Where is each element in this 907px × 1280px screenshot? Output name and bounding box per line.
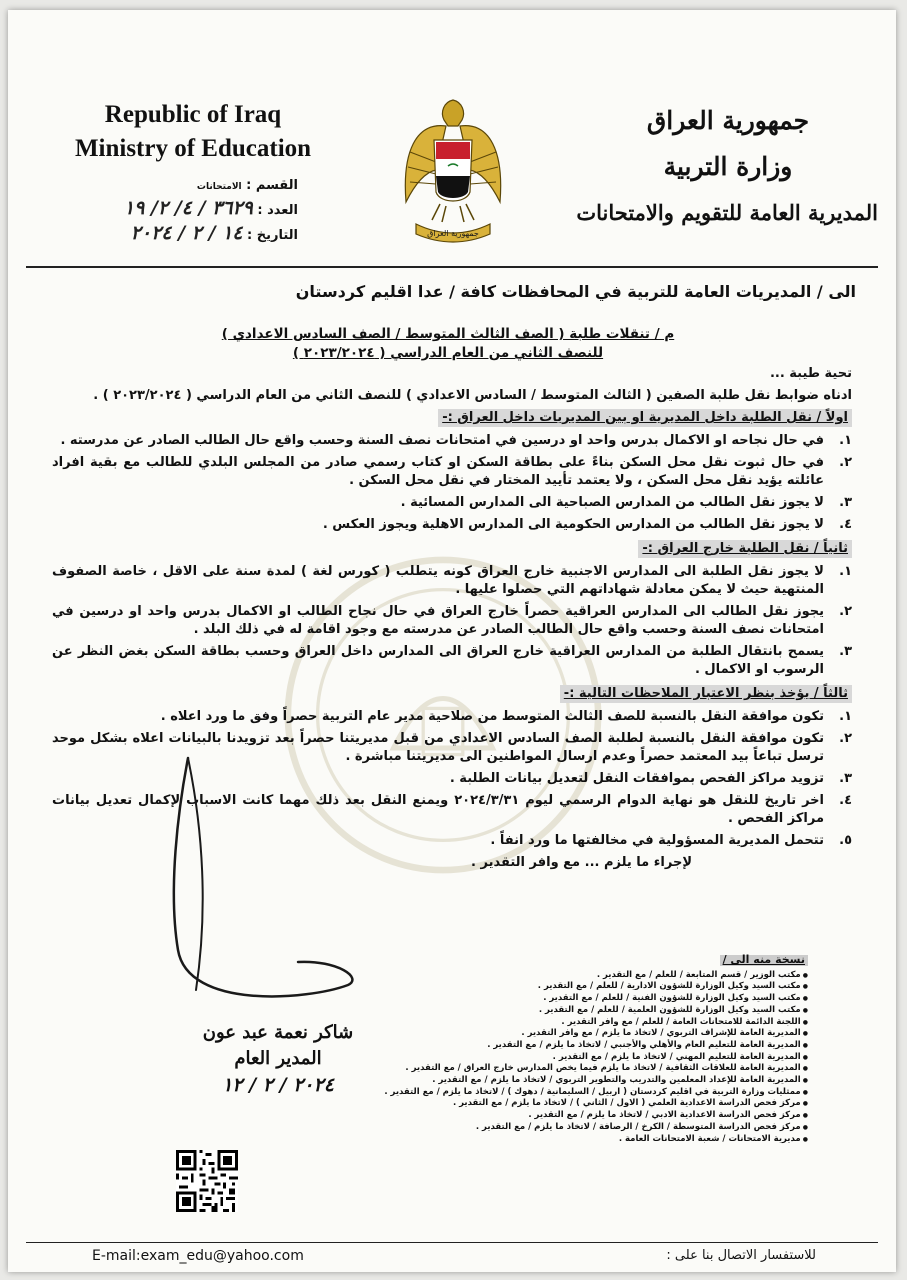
reference-block bbox=[98, 175, 298, 247]
ar-country: جمهورية العراق bbox=[646, 106, 810, 135]
date-label: التاريخ : bbox=[247, 228, 298, 243]
emblem-caption: جمهورية العراق bbox=[427, 229, 479, 238]
item-number: ٤. bbox=[839, 517, 852, 532]
section-2 bbox=[52, 538, 852, 679]
header-divider bbox=[26, 266, 878, 268]
copy-recipient: ● مركز فحص الدراسة المتوسطة / الكرخ / الرصافة / لاتخاذ ما يلزم / مع التقدير . bbox=[288, 1122, 808, 1134]
copy-recipient: ● ممثليات وزارة التربية في اقليم كردستان ( اربيل / السليمانية / دهوك ) / لاتخاذ ما يلزم / مع التقدير . bbox=[288, 1087, 808, 1099]
iraq-eagle-emblem-icon bbox=[396, 92, 511, 252]
copy-recipient: ● المديرية العامة للعلاقات الثقافية / لاتخاذ ما يلزم فيما يخص المدارس خارج العراق / مع التقدير . bbox=[288, 1063, 808, 1075]
copy-recipient: ● مديرية الامتحانات / شعبة الامتحانات العامة . bbox=[288, 1134, 808, 1146]
item-text: في حال ثبوت نقل محل السكن بناءً على بطاقة السكن او كتاب رسمي صادر من المجلس البلدي للطالب مع بقية افراد عائلته يؤيد نقل محل السكن ، ولا يعتمد تأييد المختار في نقل محل السكن . bbox=[52, 455, 824, 488]
copy-recipient: ● المديرية العامة للتعليم العام والأهلي والأجنبي / لاتخاذ ما يلزم / مع التقدير . bbox=[288, 1040, 808, 1052]
footer-email: E-mail:exam_edu@yahoo.com bbox=[92, 1248, 304, 1264]
english-letterhead bbox=[68, 98, 318, 166]
section-1 bbox=[52, 407, 852, 534]
ar-directorate: المديرية العامة للتقويم والامتحانات bbox=[576, 200, 878, 225]
arabic-letterhead bbox=[578, 98, 878, 236]
item-number: ٥. bbox=[839, 833, 852, 848]
qr-code-icon bbox=[176, 1150, 238, 1212]
item-number: ٣. bbox=[839, 495, 852, 510]
number-value: ٣٦٢٩ / ٤/ ٢/ ١٩ bbox=[123, 197, 253, 219]
section-title: ثانياً / نقل الطلبة خارج العراق :- bbox=[638, 540, 852, 558]
ar-ministry: وزارة التربية bbox=[663, 152, 793, 181]
section-title: ثالثاً / يؤخذ بنظر الاعتبار الملاحظات التالية :- bbox=[560, 685, 852, 703]
section-title: اولاً / نقل الطلبة داخل المديرية او بين المديريات داخل العراق :- bbox=[438, 409, 852, 427]
item-number: ١. bbox=[839, 433, 852, 448]
en-ministry: Ministry of Education bbox=[74, 135, 312, 162]
item-number: ٢. bbox=[839, 731, 852, 746]
copy-recipient: ● المديرية العامة للإعداد المعلمين والتدريب والتطوير التربوي / لاتخاذ ما يلزم / مع التقدير . bbox=[288, 1075, 808, 1087]
item-number: ٣. bbox=[839, 771, 852, 786]
item-text: تتحمل المديرية المسؤولية في مخالفتها ما ورد انفاً . bbox=[490, 833, 824, 848]
greeting: تحية طيبة ... bbox=[769, 366, 852, 381]
closing-line: لإجراء ما يلزم ... مع وافر التقدير . bbox=[471, 855, 692, 870]
item-number: ٢. bbox=[839, 604, 852, 619]
copy-recipient: ● مكتب السيد وكيل الوزارة للشؤون العلمية / للعلم / مع التقدير . bbox=[288, 1005, 808, 1017]
list-item bbox=[52, 454, 852, 490]
signature-date: ٢٠٢٤ / ٢ / ١٢ bbox=[222, 1074, 334, 1096]
list-item bbox=[52, 563, 852, 599]
list-item bbox=[52, 494, 852, 512]
number-label: العدد : bbox=[257, 203, 298, 218]
list-item bbox=[52, 708, 852, 726]
item-text: تكون موافقة النقل بالنسبة للصف الثالث المتوسط من صلاحية مدير عام التربية حصراً وفق ما ورد اعلاه . bbox=[160, 709, 824, 724]
copy-recipient: ● المديرية العامة للتعليم المهني / لاتخاذ ما يلزم / مع التقدير . bbox=[288, 1052, 808, 1064]
intro-paragraph: ادناه ضوابط نقل طلبة الصفين ( الثالث المتوسط / السادس الاعدادي ) للنصف الثاني من العام الدراسي ( ٢٠٢٣/٢٠٢٤ ) . bbox=[93, 388, 852, 403]
signatory-name: شاكر نعمة عبد عون bbox=[202, 1022, 354, 1043]
item-number: ١. bbox=[839, 564, 852, 579]
dept-value: الامتحانات bbox=[196, 182, 242, 192]
subject-block bbox=[188, 325, 708, 363]
copy-recipient: ● اللجنة الدائمة للامتحانات العامة / للعلم / مع وافر التقدير . bbox=[288, 1017, 808, 1029]
item-text: تكون موافقة النقل بالنسبة لطلبة الصف السادس الاعدادي من قبل مديريتنا حصراً بعد تزويدنا بالبيانات اعلاه بشكل موحد ترسل تباعاً بيد المعتمد حصراً وعدم ارسال المواطنين الى مديريتنا مباشرة . bbox=[52, 731, 824, 764]
item-text: اخر تاريخ للنقل هو نهاية الدوام الرسمي ليوم ٢٠٢٤/٣/٣١ ويمنع النقل بعد ذلك مهما كانت الاسباب لإكمال تعديل بيانات مراكز الفحص . bbox=[52, 793, 825, 826]
item-text: لا يجوز نقل الطلبة الى المدارس الاجنبية خارج العراق كونه يتطلب ( كورس لغة ) لمدة سنة على الاقل ، خاصة الصفوف المنتهية حيث لا يمكن معادلة شهاداتهم التي حصلوا عليها . bbox=[52, 564, 824, 597]
copy-recipient: ● مكتب السيد وكيل الوزارة للشؤون الادارية / للعلم / مع التقدير . bbox=[288, 981, 808, 993]
subject-line-2: للنصف الثاني من العام الدراسي ( ٢٠٢٣/٢٠٢٤ ) bbox=[292, 345, 604, 361]
item-number: ١. bbox=[839, 709, 852, 724]
item-text: في حال نجاحه او الاكمال بدرس واحد او درسين في امتحانات نصف السنة وحسب واقع حال الطالب الصادر عن مدرسته . bbox=[60, 433, 824, 448]
item-number: ٣. bbox=[839, 644, 852, 659]
item-text: لا يجوز نقل الطالب من المدارس الصباحية الى المدارس المسائية . bbox=[400, 495, 824, 510]
list-item bbox=[52, 516, 852, 534]
copy-recipient: ● مكتب الوزير / قسم المتابعة / للعلم / مع التقدير . bbox=[288, 970, 808, 982]
copy-recipient: ● مكتب السيد وكيل الوزارة للشؤون الفنية / للعلم / مع التقدير . bbox=[288, 993, 808, 1005]
item-number: ٢. bbox=[839, 455, 852, 470]
item-text: لا يجوز نقل الطالب من المدارس الحكومية الى المدارس الاهلية ويجوز العكس . bbox=[322, 517, 824, 532]
date-value: ١٤ / ٢ / ٢٠٢٤ bbox=[130, 222, 243, 244]
footer-contact: للاستفسار الاتصال بنا على : bbox=[666, 1248, 816, 1263]
copy-recipient: ● مركز فحص الدراسة الاعدادية العلمي ( الاول / الثاني ) / لاتخاذ ما يلزم / مع التقدير . bbox=[288, 1098, 808, 1110]
copies-list bbox=[288, 955, 808, 1145]
signatory-title: المدير العام bbox=[234, 1048, 322, 1069]
list-item bbox=[52, 643, 852, 679]
copies-header: نسخة منه الى / bbox=[720, 955, 808, 966]
en-country: Republic of Iraq bbox=[104, 101, 282, 128]
item-text: يسمح بانتقال الطلبة من المدارس العراقية خارج العراق الى المدارس داخل العراق وحسب بطاقة السكن بغض النظر عن الرسوب او الاكمال . bbox=[52, 644, 824, 677]
copy-recipient: ● مركز فحص الدراسة الاعدادية الادبي / لاتخاذ ما يلزم / مع التقدير . bbox=[288, 1110, 808, 1122]
copy-recipient: ● المديرية العامة للإشراف التربوي / لاتخاذ ما يلزم / مع وافر التقدير . bbox=[288, 1028, 808, 1040]
item-number: ٤. bbox=[839, 793, 852, 808]
list-item bbox=[52, 432, 852, 450]
document-page bbox=[8, 10, 896, 1272]
list-item bbox=[52, 603, 852, 639]
dept-label: القسم : bbox=[246, 178, 298, 193]
item-text: تزويد مراكز الفحص بموافقات النقل لتعديل بيانات الطلبة . bbox=[449, 771, 824, 786]
subject-line-1: م / تنقلات طلبة ( الصف الثالث المتوسط / الصف السادس الاعدادي ) bbox=[221, 326, 675, 342]
footer-rule bbox=[26, 1242, 878, 1243]
recipient-line: الى / المديريات العامة للتربية في المحافظات كافة / عدا اقليم كردستان bbox=[295, 282, 856, 301]
item-text: يجوز نقل الطالب الى المدارس العراقية حصراً خارج العراق في حال نجاح الطالب او الاكمال بدرس واحد او درسين في امتحانات نصف السنة وحسب واقع حال الطالب الصادر عن مدرسته مع وجود اقامة له في ذلك البلد . bbox=[52, 604, 824, 637]
